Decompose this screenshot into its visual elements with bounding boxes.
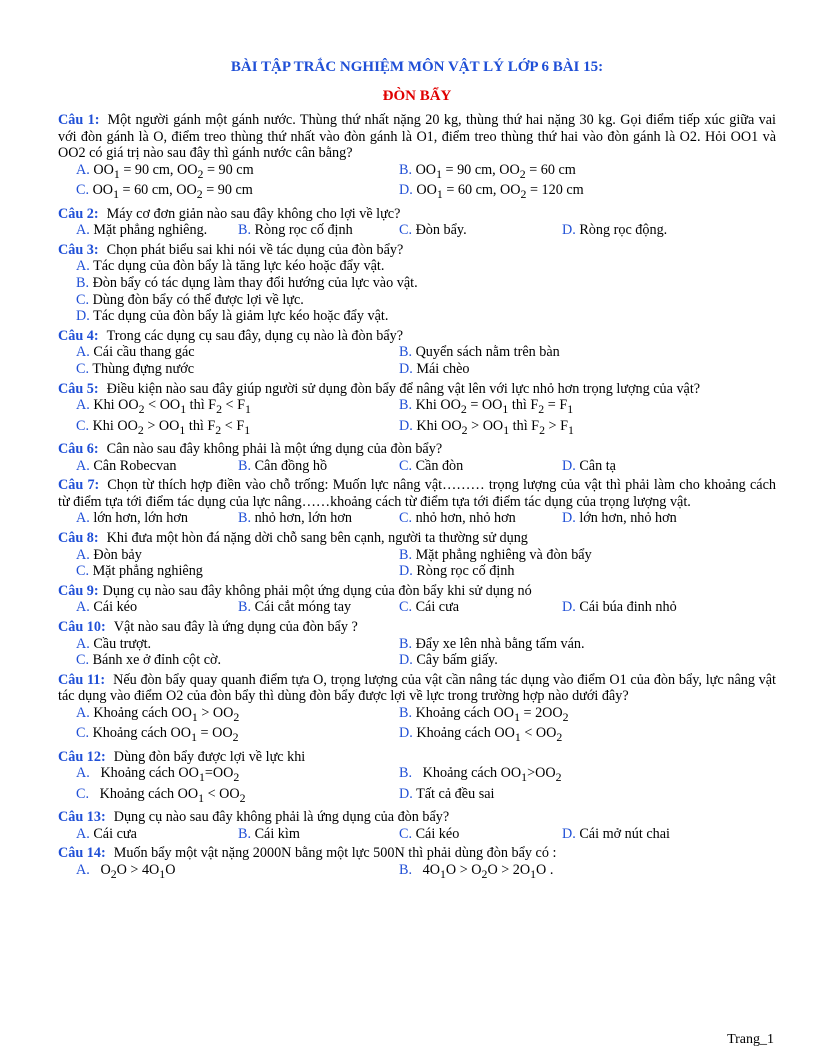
option-letter: A. [76,344,90,361]
answer-options [58,636,776,669]
option-text: Khoảng cách $OO_1 = 2OO_2$ [415,704,569,724]
option-text: Khoảng cách $OO_1>OO_2$ [415,765,562,785]
option-letter: C. [399,825,413,842]
option-letter: B. [399,704,413,721]
question-label: Câu 11: [58,671,106,688]
answer-option[interactable] [399,765,722,785]
answer-option[interactable] [238,510,399,527]
option-text: Cái mở nút chai [579,825,670,842]
option-text: Mái chèo [416,360,470,377]
option-text: Quyển sách nằm trên bàn [415,344,560,361]
question-text: Dùng đòn bẩy được lợi về lực khi [113,748,306,765]
answer-options [58,344,776,377]
question-stem [58,112,776,162]
question-stem [58,749,776,766]
answer-option[interactable] [76,826,238,843]
option-letter: A. [76,546,90,563]
option-letter: B. [399,635,413,652]
answer-options [58,547,776,580]
answer-option[interactable] [76,862,399,882]
option-text: Cân tạ [579,457,616,474]
option-text: Đòn bẩy có tác dụng làm thay đổi hướng của lực vào vật. [92,275,418,291]
option-text: Thùng đựng nước [92,360,195,377]
option-text: Khi $OO_2 > OO_1$ thì $F_2 > F_1$ [416,417,574,437]
option-text: Tất cả đều sai [416,785,495,802]
question-stem [58,619,776,636]
question-12 [58,749,776,806]
answer-option[interactable] [76,599,238,616]
answer-options [58,222,776,239]
question-text: Khi đưa một hòn đá nặng dời chỗ sang bên cạnh, người ta thường sử dụng [106,529,528,546]
question-label: Câu 7: [58,477,100,494]
question-stem [58,530,776,547]
question-stem [58,845,776,862]
answer-options [58,705,776,746]
answer-options [58,599,776,616]
option-letter: B. [76,275,90,291]
option-text: Tác dụng của đòn bẩy là giảm lực kéo hoặc đẩy vật. [93,308,389,325]
question-text: Dụng cụ nào sau đây không phải là ứng dụng của đòn bẩy? [113,809,450,826]
option-text: $OO_1 = 90$ cm, $OO_2 = 90$ cm [93,161,254,181]
option-text: Mặt phẳng nghiêng [92,563,203,580]
answer-options [58,258,776,324]
question-stem [58,206,776,223]
question-7 [58,477,776,527]
answer-option[interactable] [399,418,722,438]
answer-option[interactable] [76,275,776,292]
question-1 [58,112,776,203]
option-text: Cái cắt móng tay [254,599,352,616]
question-stem [58,381,776,398]
question-text: Máy cơ đơn giản nào sau đây không cho lợi về lực? [106,205,401,222]
option-text: nhỏ hơn, lớn hơn [254,510,352,527]
option-text: Cái cưa [93,825,137,842]
question-8 [58,530,776,580]
page-title: BÀI TẬP TRẮC NGHIỆM MÔN VẬT LÝ LỚP 6 BÀI 15: [230,59,604,75]
question-11 [58,672,776,746]
answer-option[interactable] [238,599,399,616]
option-letter: B. [399,397,413,414]
answer-options [58,765,776,806]
option-letter: D. [562,825,576,842]
option-letter: B. [399,546,413,563]
question-13 [58,809,776,842]
answer-option[interactable] [399,599,562,616]
option-text: Ròng rọc cố định [416,563,515,580]
question-label: Câu 9: [58,582,99,599]
question-stem [58,242,776,259]
option-letter: A. [76,825,90,842]
question-10 [58,619,776,669]
answer-option[interactable] [562,826,670,843]
answer-option[interactable] [76,652,399,669]
option-letter: C. [76,291,90,308]
option-text: $4O_1O > O_2O > 2O_1O$ . [415,861,554,881]
question-text: Chọn từ thích hợp điền vào chỗ trống: Muốn lực nâng vật……… trọng lượng của vật thì phải làm cho khoảng cách từ điểm tựa tới điểm tác dụng của lực nâng……khoảng cách từ điểm tựa tới điểm tác dụng của trọng lượng vật. [58,477,776,510]
page-number: Trang_1 [727,1032,774,1047]
option-letter: D. [399,182,413,199]
option-text: $OO_1 = 60$ cm, $OO_2 = 120$ cm [416,182,584,202]
option-text: Mặt phẳng nghiêng và đòn bẩy [415,546,592,563]
option-letter: D. [399,785,413,802]
option-letter: C. [76,725,90,742]
option-text: Đòn bảy [93,546,142,563]
option-letter: D. [76,308,90,325]
question-2 [58,206,776,239]
option-text: Đòn bẩy. [415,222,467,239]
answer-options [58,162,776,203]
answer-option[interactable] [562,458,616,475]
option-letter: B. [238,510,252,527]
answer-option[interactable] [399,652,722,669]
option-text: Cầu trượt. [93,635,152,652]
answer-option[interactable] [76,705,399,725]
answer-options [58,397,776,438]
option-letter: D. [562,599,576,616]
option-text: Cân đồng hồ [254,457,328,474]
option-letter: C. [399,599,413,616]
question-text: Cân nào sau đây không phải là một ứng dụng của đòn bẩy? [106,441,443,457]
answer-option[interactable] [76,636,399,653]
question-4 [58,328,776,378]
answer-option[interactable] [76,344,399,361]
option-letter: D. [399,563,413,580]
question-text: Dụng cụ nào sau đây không phải một ứng dụng của đòn bẩy khi sử dụng nó [102,582,532,599]
option-text: $OO_1 = 90$ cm, $OO_2 = 60$ cm [415,161,576,181]
answer-option[interactable] [76,563,399,580]
option-text: Khi $OO_2 < OO_1$ thì $F_2 < F_1$ [93,397,251,416]
option-letter: A. [76,457,90,474]
option-text: Mặt phẳng nghiêng. [93,222,208,239]
answer-option[interactable] [399,361,722,378]
option-text: $O_2O > 4O_1O$ [93,861,176,881]
option-text: Cân Robecvan [93,457,177,474]
option-letter: C. [399,510,413,527]
answer-option[interactable] [76,547,399,564]
option-letter: D. [399,360,413,377]
option-text: Dùng đòn bẩy có thể được lợi về lực. [92,291,304,308]
option-letter: B. [238,825,252,842]
question-text: Một người gánh một gánh nước. Thùng thứ nhất nặng 20 kg, thùng thứ hai nặng 30 kg. Gọi điểm tiếp xúc giữa vai với đòn gánh là O, điểm treo thùng thứ nhất vào đòn gánh là O1, điểm treo thùng thứ hai vào đòn gánh là O2. Hỏi OO1 và OO2 có giá trị nào sau đây thì gánh nước cân bằng? [58,112,776,162]
option-letter: C. [76,563,90,580]
option-text: Khoảng cách $OO_1 > OO_2$ [93,704,240,724]
question-6 [58,441,776,474]
option-letter: A. [76,635,90,652]
question-label: Câu 1: [58,112,100,128]
question-list [58,112,776,882]
option-text: Khoảng cách $OO_1 = OO_2$ [92,725,239,745]
option-letter: B. [399,344,413,361]
option-letter: B. [238,457,252,474]
option-text: Cái búa đinh nhỏ [579,599,677,616]
option-letter: A. [76,861,90,878]
answer-option[interactable] [562,599,677,616]
option-text: Cây bấm giấy. [416,652,498,669]
answer-option[interactable] [76,418,399,438]
answer-option[interactable] [76,222,238,239]
question-stem [58,328,776,345]
answer-option[interactable] [399,705,722,725]
answer-option[interactable] [399,563,722,580]
question-9 [58,583,776,616]
answer-option[interactable] [562,510,677,527]
option-letter: C. [399,222,413,239]
question-text: Chọn phát biểu sai khi nói về tác dụng của đòn bẩy? [106,241,404,258]
answer-option[interactable] [76,510,238,527]
answer-option[interactable] [399,826,562,843]
answer-option[interactable] [399,397,722,417]
option-letter: D. [399,417,413,434]
answer-option[interactable] [76,308,776,325]
question-label: Câu 10: [58,618,106,635]
option-text: Cái kéo [93,599,138,616]
option-letter: A. [76,765,90,782]
question-text: Điều kiện nào sau đây giúp người sử dụng đòn bẩy để nâng vật lên với lực nhỏ hơn trọng lượng của vật? [106,380,701,397]
option-letter: A. [76,161,90,178]
answer-option[interactable] [399,510,562,527]
question-label: Câu 4: [58,327,99,344]
option-letter: C. [76,652,90,669]
option-letter: C. [399,457,413,474]
answer-option[interactable] [76,765,399,785]
option-text: Ròng rọc động. [579,222,668,239]
option-letter: D. [562,510,576,527]
option-letter: A. [76,222,90,239]
answer-option[interactable] [399,182,722,202]
option-letter: B. [238,599,252,616]
option-text: Cái cầu thang gác [93,344,195,361]
answer-option[interactable] [76,182,399,202]
option-text: Tác dụng của đòn bẩy là tăng lực kéo hoặc đẩy vật. [93,258,385,275]
question-label: Câu 5: [58,380,99,397]
answer-option[interactable] [562,222,667,239]
option-letter: A. [76,704,90,721]
answer-option[interactable] [238,458,399,475]
answer-option[interactable] [399,458,562,475]
option-text: $OO_1 = 60$ cm, $OO_2 = 90$ cm [92,182,253,202]
answer-option[interactable] [76,786,399,806]
answer-option[interactable] [76,458,238,475]
question-label: Câu 3: [58,241,99,258]
answer-option[interactable] [399,162,722,182]
option-text: Cái kéo [415,825,460,842]
option-letter: A. [76,397,90,414]
option-letter: D. [562,457,576,474]
answer-options [58,862,776,882]
question-label: Câu 13: [58,809,106,826]
answer-option[interactable] [238,826,399,843]
option-letter: C. [76,785,90,802]
option-text: Khi $OO_2 = OO_1$ thì $F_2 = F_1$ [415,397,574,416]
option-letter: A. [76,510,90,527]
answer-option[interactable] [76,397,399,417]
option-letter: C. [76,417,90,434]
option-text: lớn hơn, nhỏ hơn [579,510,677,527]
question-stem [58,809,776,826]
question-label: Câu 2: [58,205,99,222]
answer-option[interactable] [399,344,722,361]
answer-option[interactable] [76,361,399,378]
question-text: Vật nào sau đây là ứng dụng của đòn bẩy ? [113,618,358,635]
option-letter: D. [399,725,413,742]
answer-option[interactable] [76,162,399,182]
answer-option[interactable] [76,725,399,745]
answer-option[interactable] [399,222,562,239]
question-14 [58,845,776,882]
option-letter: A. [76,599,90,616]
option-letter: D. [399,652,413,669]
answer-option[interactable] [76,258,776,275]
option-letter: C. [76,182,90,199]
option-text: Khi $OO_2 > OO_1$ thì $F_2 < F_1$ [92,417,251,437]
option-letter: A. [76,258,90,275]
option-text: nhỏ hơn, nhỏ hơn [415,510,516,527]
question-stem [58,672,776,705]
option-text: Đẩy xe lên nhà bằng tấm ván. [415,635,585,652]
answer-options [58,826,776,843]
question-stem [58,441,776,458]
question-label: Câu 14: [58,845,106,862]
page-subtitle: ĐÒN BẨY [382,88,452,104]
option-text: Khoảng cách $OO_1 < OO_2$ [416,725,563,745]
question-label: Câu 8: [58,529,99,546]
option-text: Ròng rọc cố định [254,222,353,239]
answer-options [58,510,776,527]
question-5 [58,381,776,438]
option-text: Cái kìm [254,825,300,842]
option-letter: C. [76,360,90,377]
option-text: Khoảng cách $OO_1=OO_2$ [93,765,240,785]
option-text: lớn hơn, lớn hơn [93,510,188,527]
worksheet-page [58,58,776,882]
answer-option[interactable] [399,725,722,745]
answer-option[interactable] [399,786,722,806]
answer-option[interactable] [399,636,722,653]
question-text: Nếu đòn bẩy quay quanh điểm tựa O, trọng lượng của vật cần nâng tác dụng vào điểm O1 của đòn bẩy, lực nâng vật tác dụng vào điểm O2 của đòn bẩy thì dùng đòn bẩy được lợi về lực trong trường hợp nào dưới đây? [58,671,776,705]
answer-options [58,458,776,475]
answer-option[interactable] [399,547,722,564]
question-stem [58,583,776,600]
question-label: Câu 12: [58,748,106,765]
question-label: Câu 6: [58,441,99,457]
option-letter: B. [399,861,413,878]
option-letter: D. [562,222,576,239]
option-text: Khoảng cách $OO_1 < OO_2$ [92,785,246,805]
question-text: Muốn bẩy một vật nặng 2000N bằng một lực 500N thì phải dùng đòn bẩy có : [113,845,557,862]
option-letter: B. [399,765,413,782]
option-text: Cái cưa [415,599,460,616]
option-letter: B. [238,222,252,239]
answer-option[interactable] [76,292,776,309]
option-letter: B. [399,161,413,178]
answer-option[interactable] [238,222,399,239]
option-text: Bánh xe ở đỉnh cột cờ. [92,652,222,669]
question-3 [58,242,776,325]
question-text: Trong các dụng cụ sau đây, dụng cụ nào là đòn bẩy? [106,327,404,344]
option-text: Cần đòn [415,457,464,474]
answer-option[interactable] [399,862,722,882]
question-stem [58,477,776,510]
